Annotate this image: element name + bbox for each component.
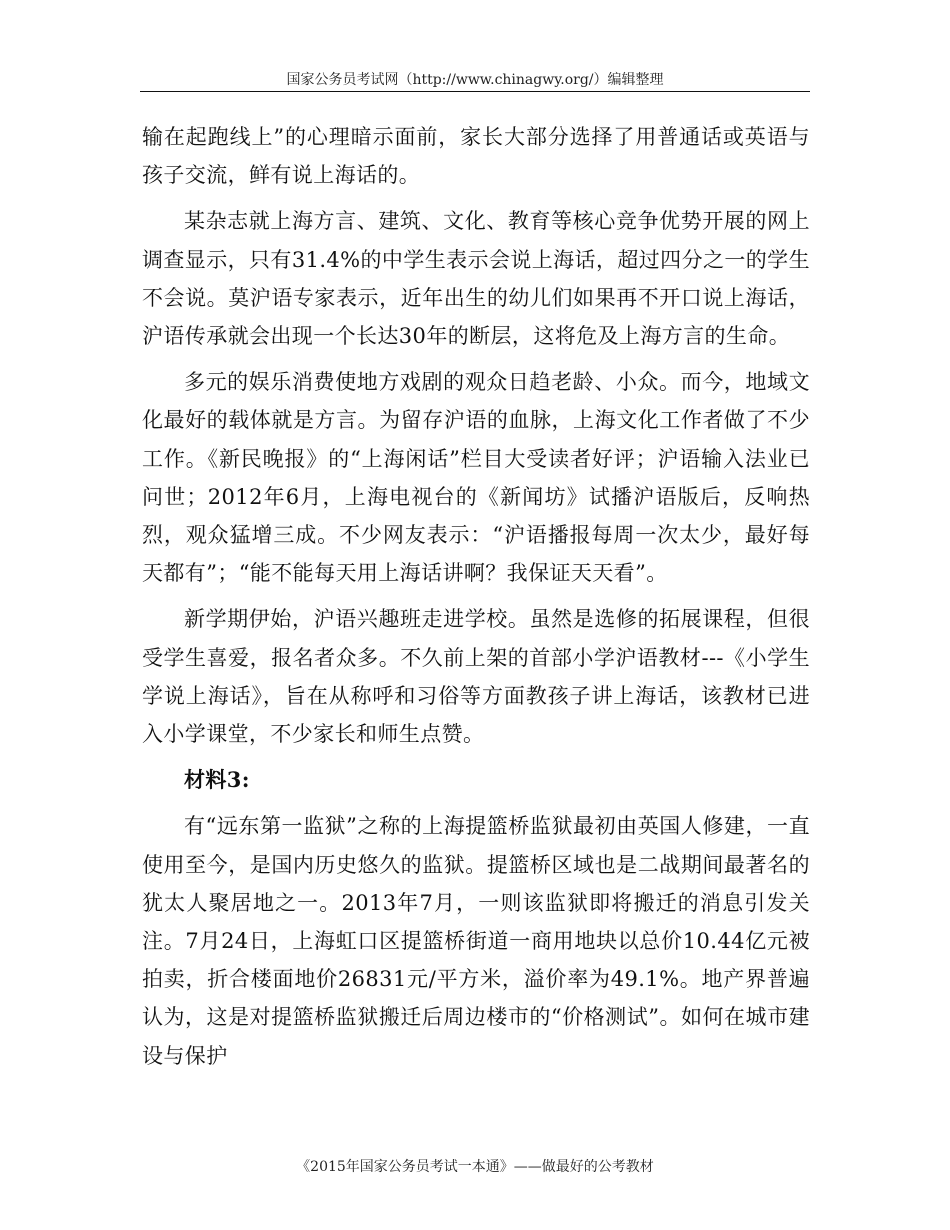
paragraph-culture: 多元的娱乐消费使地方戏剧的观众日趋老龄、小众。而今，地域文化最好的载体就是方言。为留存沪语的血脉，上海文化工作者做了不少工作。《新民晚报》的“上海闲话”栏目大受读者好评；沪语输入法业已问世；2012年6月，上海电视台的《新闻坊》试播沪语版后，反响热烈，观众猛增三成。不少网友表示：“沪语播报每周一次太少，最好每天都有”；“能不能每天用上海话讲啊？我保证天天看”。 (142, 370, 810, 586)
paragraph-school: 新学期伊始，沪语兴趣班走进学校。虽然是选修的拓展课程，但很受学生喜爱，报名者众多。不久前上架的首部小学沪语教材---《小学生学说上海话》，旨在从称呼和习俗等方面教孩子讲上海话，该教材已进入小学课堂，不少家长和师生点赞。 (142, 607, 810, 747)
section-heading-material-3: 材料3: (184, 767, 250, 793)
paragraph-continuation: 输在起跑线上”的心理暗示面前，家长大部分选择了用普通话或英语与孩子交流，鲜有说上海话的。 (142, 125, 810, 188)
document-body (142, 118, 810, 1075)
page-footer: 《2015年国家公务员考试一本通》——做最好的公考教材 (296, 1159, 654, 1175)
paragraph-survey: 某杂志就上海方言、建筑、文化、教育等核心竞争优势开展的网上调查显示，只有31.4%的中学生表示会说上海话，超过四分之一的学生不会说。莫沪语专家表示，近年出生的幼儿们如果再不开口说上海话，沪语传承就会出现一个长达30年的断层，这将危及上海方言的生命。 (142, 209, 810, 349)
header-rule (140, 91, 810, 92)
page-header: 国家公务员考试网（http://www.chinagwy.org/）编辑整理 (286, 72, 664, 88)
paragraph-prison: 有“远东第一监狱”之称的上海提篮桥监狱最初由英国人修建，一直使用至今，是国内历史悠久的监狱。提篮桥区域也是二战期间最著名的犹太人聚居地之一。2013年7月，一则该监狱即将搬迁的消息引发关注。7月24日，上海虹口区提篮桥街道一商用地块以总价10.44亿元被拍卖，折合楼面地价26831元/平方米，溢价率为49.1%。地产界普遍认为，这是对提篮桥监狱搬迁后周边楼市的“价格测试”。如何在城市建设与保护 (142, 814, 810, 1068)
